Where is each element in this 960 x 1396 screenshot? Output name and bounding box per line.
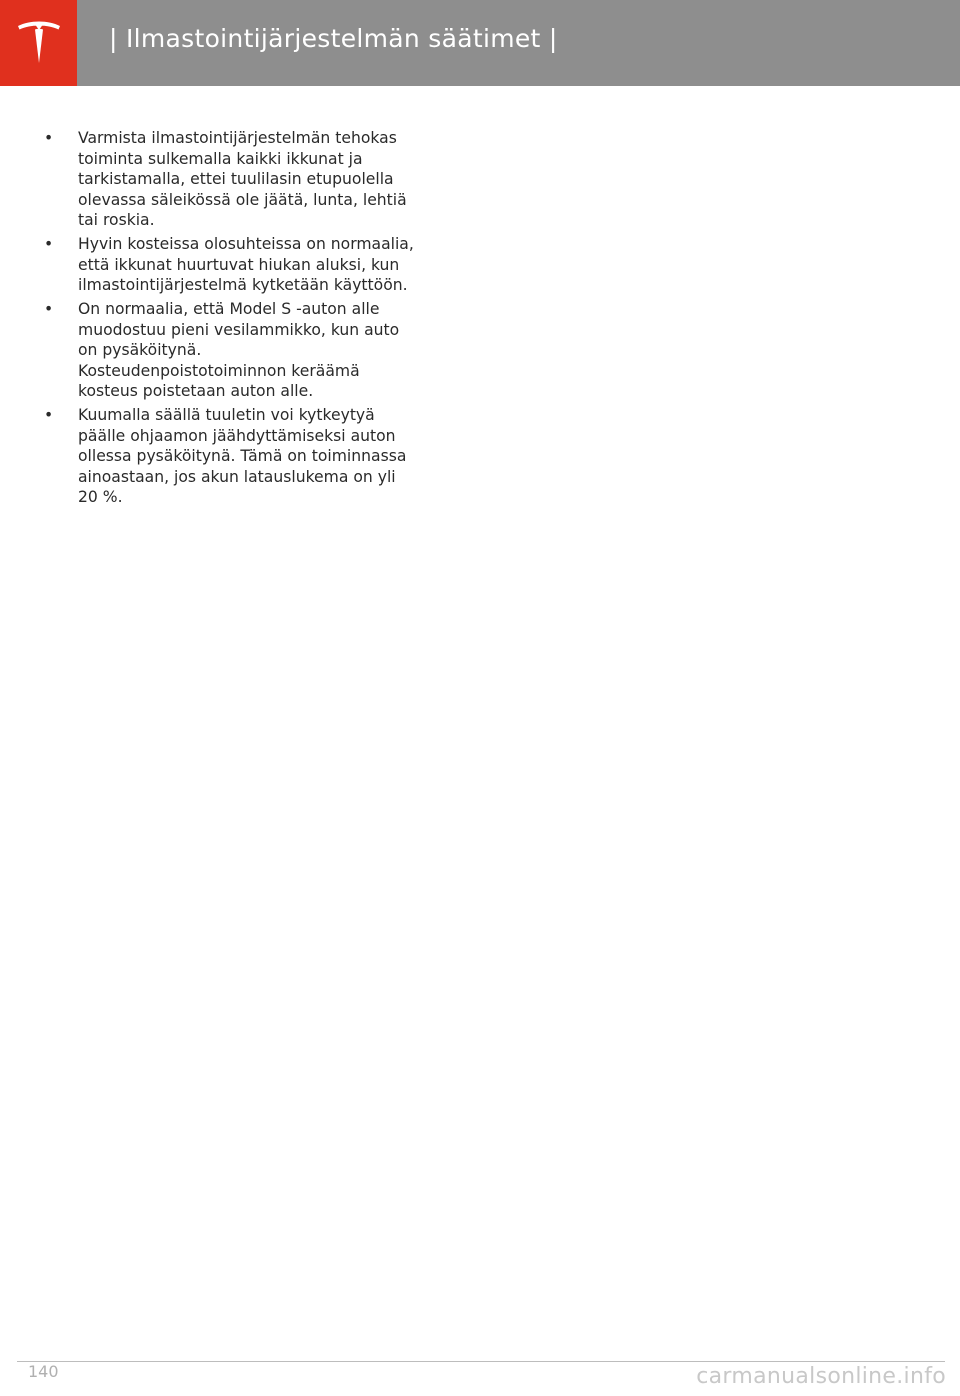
page-number: 140 (28, 1362, 59, 1381)
bullet-marker: • (44, 235, 54, 253)
list-item (44, 234, 444, 296)
footer-divider (17, 1361, 945, 1362)
bullet-marker: • (44, 300, 54, 318)
list-item (44, 128, 444, 231)
bullet-list (44, 128, 444, 508)
tesla-logo-icon (14, 17, 64, 67)
list-item-text: Hyvin kosteissa olosuhteissa on normaalia, että ikkunat huurtuvat hiukan aluksi, kun ilmastointijärjestelmä kytketään käyttöön. (78, 235, 414, 294)
bullet-marker: • (44, 406, 54, 424)
page-header (0, 0, 960, 86)
list-item-text: Kuumalla säällä tuuletin voi kytkeytyä päälle ohjaamon jäähdyttämiseksi auton ollessa pysäköitynä. Tämä on toiminnassa ainoastaan, jos akun latauslukema on yli 20 %. (78, 406, 407, 506)
list-item (44, 299, 444, 402)
page-title: | Ilmastointijärjestelmän säätimet | (109, 24, 558, 53)
bullet-marker: • (44, 129, 54, 147)
list-item-text: Varmista ilmastointijärjestelmän tehokas toiminta sulkemalla kaikki ikkunat ja tarkistamalla, ettei tuulilasin etupuolella olevassa säleikössä ole jäätä, lunta, lehtiä tai roskia. (78, 129, 407, 229)
list-item-text: On normaalia, että Model S -auton alle muodostuu pieni vesilammikko, kun auto on pysäköitynä. Kosteudenpoistotoiminnon keräämä kosteus poistetaan auton alle. (78, 300, 400, 400)
logo-badge (0, 0, 77, 86)
list-item (44, 405, 444, 508)
watermark: carmanualsonline.info (696, 1364, 946, 1389)
page-content (44, 128, 444, 511)
